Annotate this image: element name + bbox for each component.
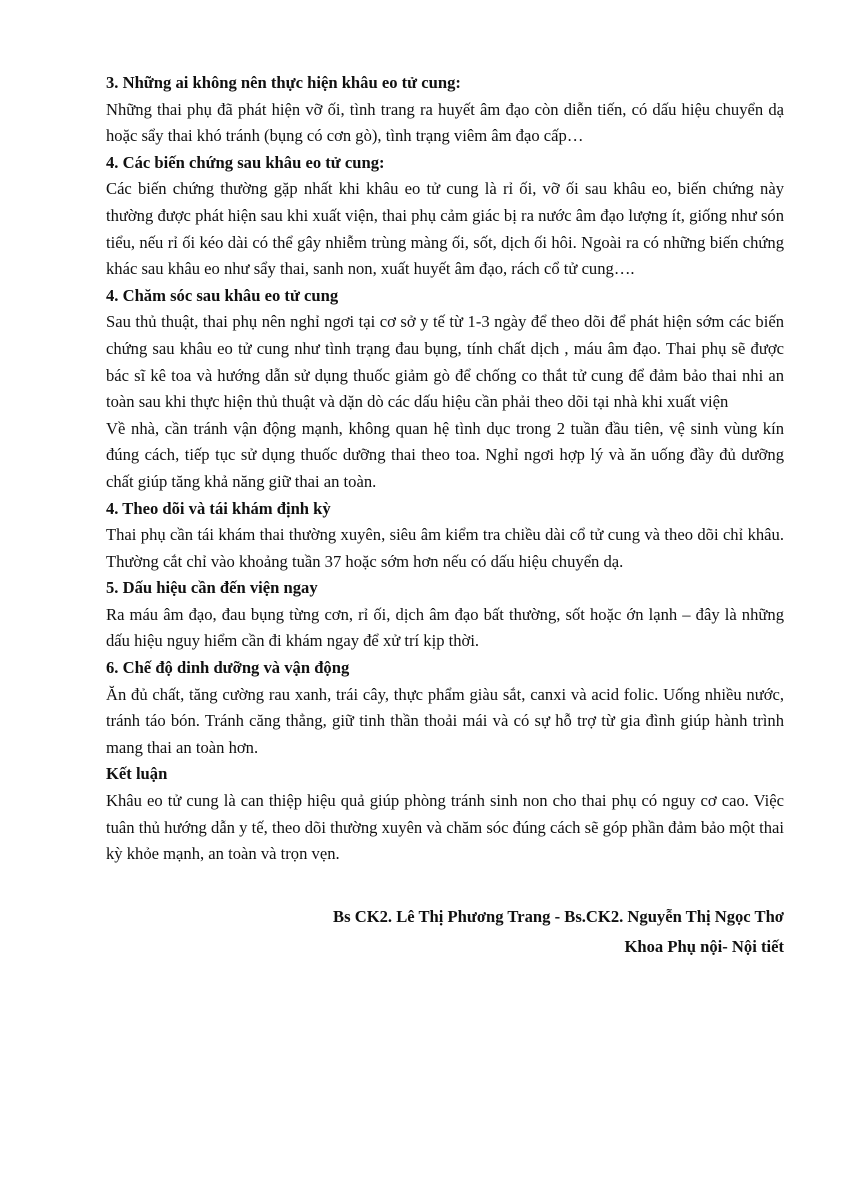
section-warning-signs <box>106 575 784 655</box>
paragraph: Ăn đủ chất, tăng cường rau xanh, trái cây, thực phẩm giàu sắt, canxi và acid folic. Uống nhiều nước, tránh táo bón. Tránh căng thẳng, giữ tinh thần thoải mái và có sự hỗ trợ từ gia đình giúp hành trình mang thai an toàn hơn. <box>106 684 784 757</box>
document-page <box>106 70 784 962</box>
signature-block <box>106 902 784 962</box>
paragraph: Thai phụ cần tái khám thai thường xuyên, siêu âm kiểm tra chiều dài cổ tử cung và theo dõi chỉ khâu. Thường cắt chỉ vào khoảng tuần 37 hoặc sớm hơn nếu có dấu hiệu chuyển dạ. <box>106 525 784 571</box>
section-heading: 3. Những ai không nên thực hiện khâu eo tử cung: <box>106 73 461 92</box>
section-aftercare <box>106 283 784 496</box>
paragraph: Các biến chứng thường gặp nhất khi khâu eo tử cung là rỉ ối, vỡ ối sau khâu eo, biến chứng này thường được phát hiện sau khi xuất viện, thai phụ cảm giác bị ra nước âm đạo lượng ít, giống như són tiểu, nếu rỉ ối kéo dài có thể gây nhiễm trùng màng ối, sốt, dịch ối hôi. Ngoài ra có những biến chứng khác sau khâu eo như sẩy thai, sanh non, xuất huyết âm đạo, rách cổ tử cung…. <box>106 179 784 279</box>
section-heading: 5. Dấu hiệu cần đến viện ngay <box>106 578 318 598</box>
section-follow-up <box>106 496 784 576</box>
section-heading: 4. Chăm sóc sau khâu eo tử cung <box>106 285 339 305</box>
paragraph: Những thai phụ đã phát hiện vỡ ối, tình trang ra huyết âm đạo còn diễn tiến, có dấu hiệu chuyển dạ hoặc sẩy thai khó tránh (bụng có cơn gò), tình trạng viêm âm đạo cấp… <box>106 99 784 146</box>
section-heading: 4. Theo dõi và tái khám định kỳ <box>106 498 331 518</box>
signature-department: Khoa Phụ nội- Nội tiết <box>624 936 784 956</box>
paragraph: Về nhà, cần tránh vận động mạnh, không quan hệ tình dục trong 2 tuần đầu tiên, vệ sinh vùng kín đúng cách, tiếp tục sử dụng thuốc dưỡng thai theo toa. Nghỉ ngơi hợp lý và ăn uống đầy đủ dưỡng chất giúp tăng khả năng giữ thai an toàn. <box>106 418 784 491</box>
section-contraindications <box>106 70 784 150</box>
paragraph: Sau thủ thuật, thai phụ nên nghỉ ngơi tại cơ sở y tế từ 1-3 ngày để theo dõi để phát hiện sớm các biến chứng sau khâu eo tử cung như tình trạng đau bụng, tính chất dịch , máu âm đạo. Thai phụ sẽ được bác sĩ kê toa và hướng dẫn sử dụng thuốc giảm gò để chống co thắt tử cung để đảm bảo thai nhi an toàn sau khi thực hiện thủ thuật và dặn dò các dấu hiệu cần phải theo dõi tại nhà khi xuất viện <box>106 312 784 412</box>
section-conclusion <box>106 761 784 867</box>
section-heading: 4. Các biến chứng sau khâu eo tử cung: <box>106 152 385 172</box>
section-nutrition <box>106 655 784 761</box>
section-heading: 6. Chế độ dinh dưỡng và vận động <box>106 658 350 678</box>
section-heading: Kết luận <box>106 764 168 784</box>
paragraph: Ra máu âm đạo, đau bụng từng cơn, rỉ ối, dịch âm đạo bất thường, sốt hoặc ớn lạnh – đây là những dấu hiệu nguy hiểm cần đi khám ngay để xử trí kịp thời. <box>106 604 784 651</box>
section-complications <box>106 150 784 283</box>
signature-authors: Bs CK2. Lê Thị Phương Trang - Bs.CK2. Nguyễn Thị Ngọc Thơ <box>333 906 784 926</box>
paragraph: Khâu eo tử cung là can thiệp hiệu quả giúp phòng tránh sinh non cho thai phụ có nguy cơ cao. Việc tuân thủ hướng dẫn y tế, theo dõi thường xuyên và chăm sóc đúng cách sẽ góp phần đảm bảo một thai kỳ khỏe mạnh, an toàn và trọn vẹn. <box>106 791 784 864</box>
